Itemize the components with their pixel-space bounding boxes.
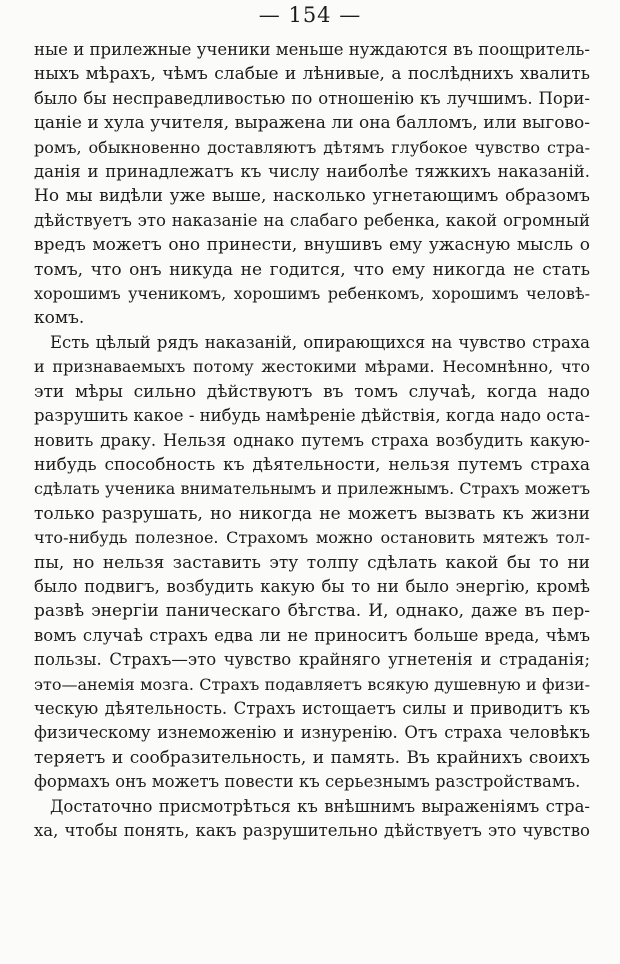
text-line: Есть цѣлый рядъ наказаній, опирающихся на чувство страха bbox=[50, 332, 590, 352]
text-line: вомъ случаѣ страхъ едва ли не приноситъ больше вреда, чѣмъ bbox=[34, 625, 590, 645]
text-line: ха, чтобы понять, какъ разрушительно дѣйствуетъ это чувство bbox=[34, 821, 590, 840]
text-line: ные и прилежные ученики меньше нуждаются въ поощритель- bbox=[34, 40, 590, 59]
text-line: ческую дѣятельность. Страхъ истощаетъ силы и приводитъ къ bbox=[34, 698, 590, 718]
text-line: было бы несправедливостью по отношенію къ лучшимъ. Пори- bbox=[34, 88, 590, 108]
text-line: ромъ, обыкновенно доставляютъ дѣтямъ глубокое чувство стра- bbox=[34, 137, 590, 157]
text-line: физическому изнеможенію и изнуренію. Отъ страха человѣкъ bbox=[34, 723, 590, 743]
body-text bbox=[34, 38, 590, 843]
text-line: пользы. Страхъ—это чувство крайняго угнетенія и страданія; bbox=[34, 650, 590, 670]
text-line: теряетъ и сообразительность, и память. Въ крайнихъ своихъ bbox=[34, 747, 590, 768]
text-line: данія и принадлежатъ къ числу наиболѣе тяжкихъ наказаній. bbox=[34, 162, 590, 182]
text-line: и признаваемыхъ потому жестокими мѣрами. Несомнѣнно, что bbox=[34, 357, 590, 377]
text-line: вредъ можетъ оно принести, внушивъ ему ужасную мысль о bbox=[34, 235, 590, 256]
text-line: формахъ онъ можетъ повести къ серьезнымъ разстройствамъ. bbox=[34, 772, 581, 792]
text-line: комъ. bbox=[34, 308, 85, 329]
page-number: — 154 — bbox=[258, 3, 362, 27]
text-line: пы, но нельзя заставить эту толпу сдѣлать какой бы то ни bbox=[34, 552, 590, 573]
text-line: сдѣлать ученика внимательнымъ и прилежнымъ. Страхъ можетъ bbox=[34, 479, 590, 499]
text-line: новить драку. Нельзя однако путемъ страха возбудить какую- bbox=[34, 430, 590, 450]
text-line: разрушить какое - нибудь намѣреніе дѣйствія, когда надо оста- bbox=[34, 406, 590, 426]
paragraph bbox=[34, 795, 590, 844]
text-line: было подвигъ, возбудить какую бы то ни было энергію, кромѣ bbox=[34, 576, 590, 596]
text-line: ныхъ мѣрахъ, чѣмъ слабые и лѣнивые, а послѣднихъ хвалить bbox=[34, 64, 590, 85]
paragraph bbox=[34, 38, 590, 331]
text-line: что-нибудь полезное. Страхомъ можно остановить мятежъ тол- bbox=[34, 528, 590, 548]
text-line: эти мѣры сильно дѣйствуютъ въ томъ случаѣ, когда надо bbox=[34, 381, 590, 402]
text-line: хорошимъ ученикомъ, хорошимъ ребенкомъ, хорошимъ человѣ- bbox=[34, 284, 590, 304]
paragraph bbox=[34, 331, 590, 795]
text-line: томъ, что онъ никуда не годится, что ему никогда не стать bbox=[34, 259, 590, 280]
text-line: это—анемія мозга. Страхъ подавляетъ всякую душевную и физи- bbox=[34, 674, 590, 694]
text-line: только разрушать, но никогда не можетъ вызвать къ жизни bbox=[34, 503, 590, 524]
text-line: развѣ энергіи паническаго бѣгства. И, однако, даже въ пер- bbox=[34, 601, 590, 622]
text-line: Достаточно присмотрѣться къ внѣшнимъ выраженіямъ стра- bbox=[50, 796, 590, 816]
text-line: дѣйствуетъ это наказаніе на слабаго ребенка, какой огромный bbox=[34, 210, 590, 230]
text-line: цаніе и хула учителя, выражена ли она балломъ, или выгово- bbox=[34, 113, 590, 134]
text-line: нибудь способность къ дѣятельности, нельзя путемъ страха bbox=[34, 454, 590, 475]
text-line: Но мы видѣли уже выше, насколько угнетающимъ образомъ bbox=[34, 186, 590, 207]
